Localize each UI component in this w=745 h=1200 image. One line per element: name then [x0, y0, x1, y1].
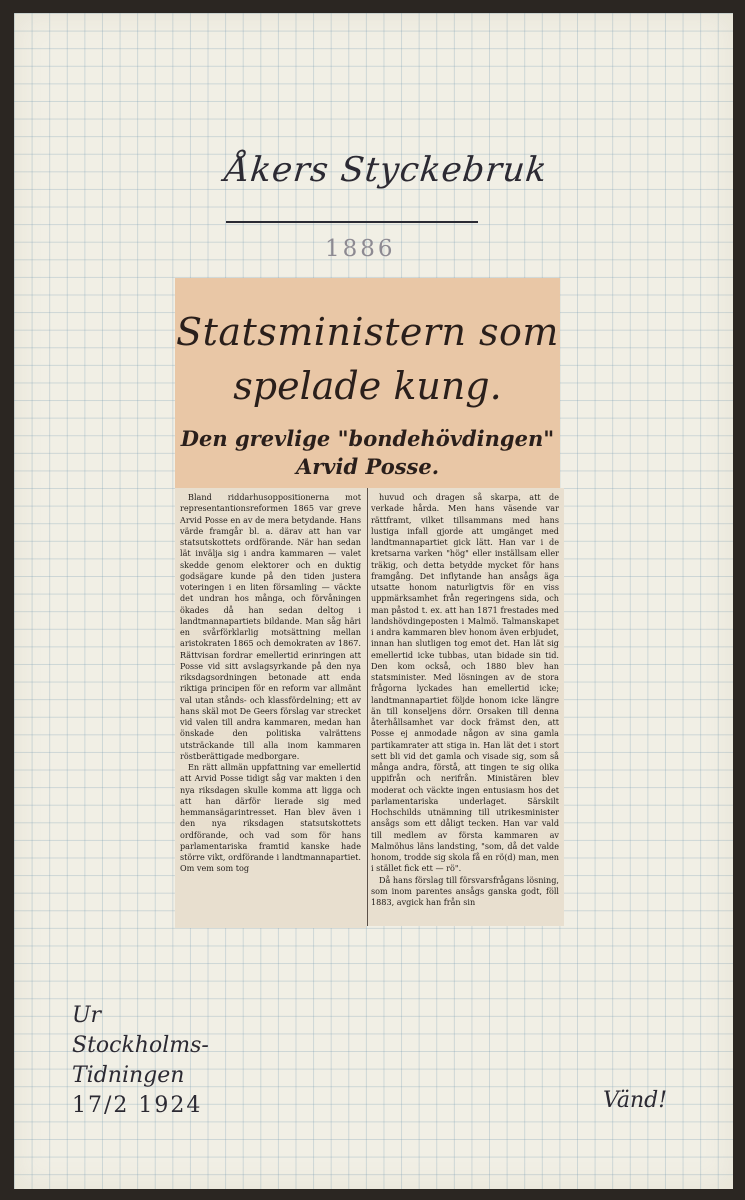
column2-paragraph: huvud och dragen så skarpa, att de verkade hårda. Men hans väsende var rättframt, vilket tillsammans med hans lustiga infall gjorde att umgänget med landtmannapartiet gick lätt. Han var i de kretsarna varken "hög" eller inställsam eller träkig, och detta betydde mycket för hans framgång. Det inflytande han ansågs äga utsatte honom naturligtvis för en viss uppmärksamhet från regeringens sida, och man påstod t. ex. att han 1871 frestades med landshövdingeposten i Malmö. Talmanskapet i andra kammaren blev honom även erbjudet, innan han slutligen tog emot det. Han lät sig emellertid icke tubbas, utan bidade sin tid. Den kom också, och 1880 blev han statsminister. Med lösningen av de stora frågorna lyckades han emellertid icke; landtmannapartiet följde honom icke längre än till konseljens dörr. Orsaken till denna återhållsamhet var dock främst den, att Posse ej anmodade någon av sina gamla partikamrater att stiga in. Han lät det i stort sett bli vid det gamla och visade sig, som så många andra, förstå, att tingen te sig olika uppifrån och nerifrån. Ministären blev moderat och väckte ingen entusiasm hos det parlamentariska underlaget. Särskilt Hochschilds utnämning till utrikesminister ansågs som ett dåligt tecken. Han var vald till medlem av första kammaren av Malmöhus läns landsting, "som, då det valde honom, trodde sig skola få en rö(d) man, men i stället fick ett — rö".: [371, 492, 559, 874]
column1-paragraph: En rätt allmän uppfattning var emellertid att Arvid Posse tidigt såg var makten i den nya riksdagen skulle komma att ligga och att han därför lierade sig med hemmansägarintresset. Han blev även i den nya riksdagen statsutskottets ordförande, och vad som för hans parlamentariska framtid kanske hade större vikt, ordförande i landtmannapartiet. Om vem som tog: [180, 762, 361, 874]
source-line-1: Ur: [72, 1003, 102, 1028]
handwritten-year: 1886: [325, 236, 396, 262]
source-line-2: Stockholms-: [72, 1033, 209, 1058]
clipping-column-2: [366, 488, 564, 926]
column2-paragraph: Då hans förslag till försvarsfrågans lösning, som inom parentes ansågs ganska godt, föll 1883, avgick han från sin: [371, 874, 559, 907]
clipping-headline-line1: Statsministern som: [176, 310, 559, 354]
clipping-headline-line2: spelade kung.: [233, 364, 502, 408]
heading-underline: [226, 221, 478, 223]
source-line-3: Tidningen: [72, 1063, 185, 1088]
column1-paragraph: Bland riddarhusoppositionerna mot representantionsreformen 1865 var greve Arvid Posse en av de mera betydande. Hans värde framgår bl. a. därav att han var statsutskottets ordförande. När han sedan lät invälja sig i andra kammaren — valet skedde genom elektorer och en duktig godsägare kunde på den tiden justera voteringen i en liten församling — väckte det undran hos många, och förvåningen ökades då han sedan deltog i landtmannapartiets bildande. Man såg häri en svårförklarlig motsättning mellan aristokraten 1865 och demokraten av 1867. Rättvisan fordrar emellertid erinringen att Posse vid sitt avslagsyrkande på den nya riksdagsordningen betonade att enda riktiga principen för en reform var allmänt val utan stånds- och klassfördelning; ett av hans skäl mot De Geers förslag var strecket vid valen till andra kammaren, medan han önskade den politiska valrättens utsträckande till alla inom kammaren röstberättigade medborgare.: [180, 492, 361, 761]
source-line-4: 17/2 1924: [72, 1093, 203, 1118]
clipping-subheadline-line2: Arvid Posse.: [295, 454, 440, 479]
clipping-subheadline-line1: Den grevlige "bondehövdingen": [180, 426, 555, 451]
turn-page-note: Vänd!: [603, 1088, 668, 1113]
column-divider: [367, 488, 368, 926]
clipping-column-1: [175, 488, 366, 928]
clipping-headline-block: [175, 278, 560, 488]
handwritten-heading: Åkers Styckebruk: [222, 150, 550, 190]
